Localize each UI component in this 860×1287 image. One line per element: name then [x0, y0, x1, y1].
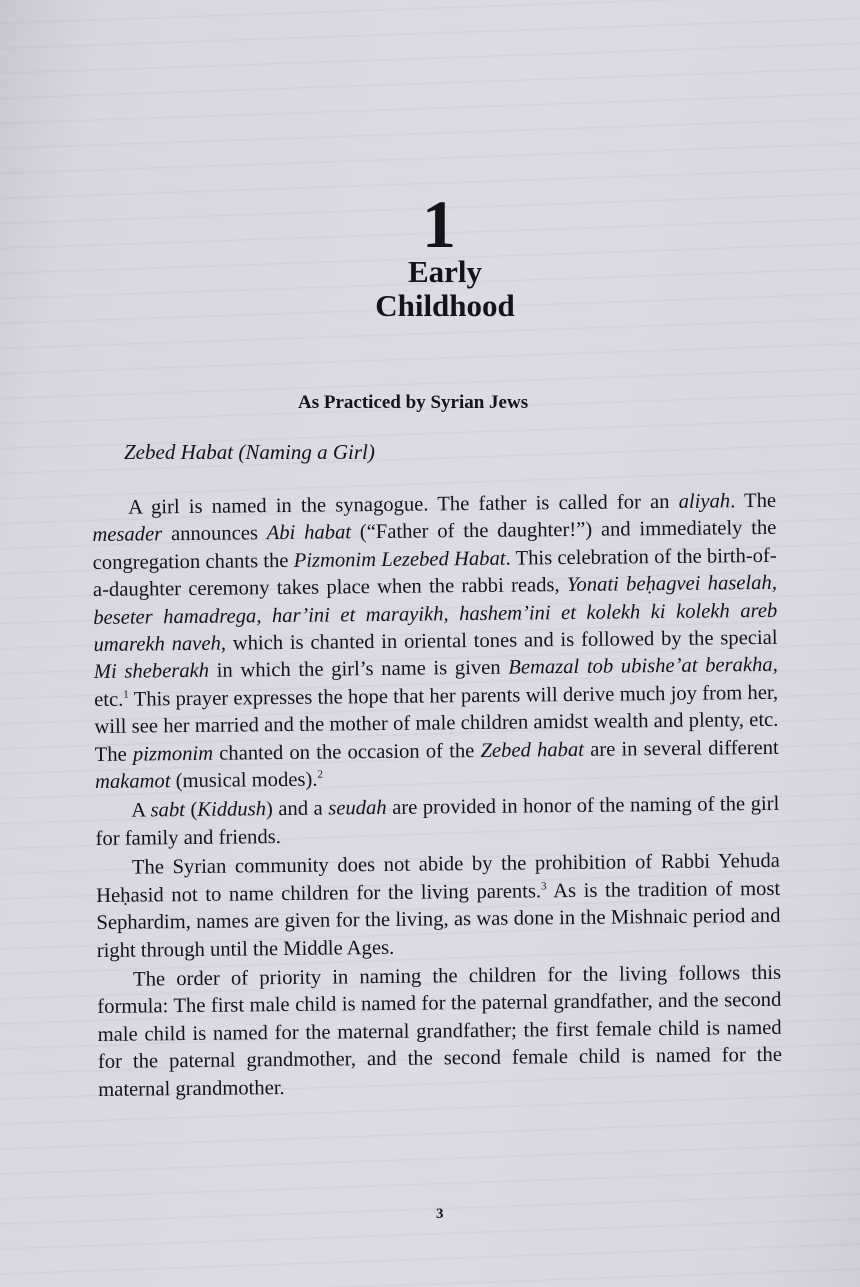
italic-term: Mi sheberakh [93, 660, 210, 684]
text-run: A girl is named in the synagogue. The father is called for an [128, 490, 679, 519]
italic-term: sabt [150, 799, 186, 822]
italic-term: seudah [328, 797, 387, 821]
text-run: ) and a [265, 798, 329, 821]
paragraph [97, 960, 782, 1104]
body-text [92, 488, 782, 1104]
italic-term: makamot [94, 770, 171, 794]
text-run: are provided in honor of the naming of the girl for family and friends. [95, 793, 780, 850]
section-heading: As Practiced by Syrian Jews [298, 392, 529, 413]
chapter-title-line-2: Childhood [375, 288, 515, 323]
text-run: , etc. [94, 654, 778, 711]
subsection-heading: Zebed Habat (Naming a Girl) [124, 440, 375, 464]
paragraph [92, 488, 779, 797]
text-run: ( [184, 799, 198, 822]
paragraph [96, 848, 781, 965]
text-run: in which the girl’s name is given [208, 657, 509, 683]
italic-term: aliyah [678, 490, 731, 513]
italic-term: Bemazal tob ubishe’at berakha [508, 654, 773, 680]
text-run: announces [162, 522, 267, 546]
page-number: 3 [436, 1206, 444, 1222]
italic-term: Yonati beḥagvei haselah, beseter hamadrega, har’ini et marayikh, hashem’ini et kolekh ki kolekh areb umarekh naveh [93, 572, 778, 657]
text-run: . The [730, 489, 777, 513]
text-run: (musical modes). [170, 768, 318, 793]
chapter-number: 1 [422, 186, 456, 262]
text-run: The Syrian community does not abide by the prohibition of Rabbi Yehuda Heḥasid not to name children for the living parents. [96, 850, 780, 907]
text-run: , which is chanted in oriental tones and is followed by the special [220, 626, 778, 655]
paragraph [95, 791, 780, 853]
text-run: . This celebration of the birth-of-a-daughter ceremony takes place when the rabbi reads, [92, 544, 777, 602]
italic-term: Abi habat [266, 521, 352, 545]
footnote-marker: 2 [317, 768, 323, 781]
text-run: A [131, 799, 151, 823]
text-run: This prayer expresses the hope that her parents will derive much joy from her, will see her married and the mother of male children amidst wealth and plenty, etc. The [94, 681, 779, 766]
text-run: The order of priority in naming the children for the living follows this formula: The first male child is named for the paternal grandfather, and the second male child is named for the maternal grandfather; the first female child is named for the paternal grandmother, and the second female child is named for the maternal grandmother. [97, 961, 783, 1101]
italic-term: mesader [92, 523, 163, 547]
italic-term: Zebed habat [480, 738, 585, 762]
italic-term: Pizmonim Lezebed Habat [293, 547, 506, 572]
text-run: are in several different [583, 736, 779, 761]
text-run: chanted on the occasion of the [212, 739, 481, 765]
text-run: (“Father of the daughter!”) and immediately the congregation chants the [92, 517, 777, 574]
italic-term: pizmonim [132, 742, 214, 766]
text-run: As is the tradition of most Sephardim, names are given for the living, as was done in the Mishnaic period and right through until the Middle Ages. [96, 877, 781, 962]
italic-term: Kiddush [197, 798, 267, 822]
footnote-marker: 3 [541, 879, 547, 893]
footnote-marker: 1 [123, 688, 129, 701]
chapter-title [30, 255, 860, 323]
chapter-title-line-1: Early [407, 254, 483, 289]
